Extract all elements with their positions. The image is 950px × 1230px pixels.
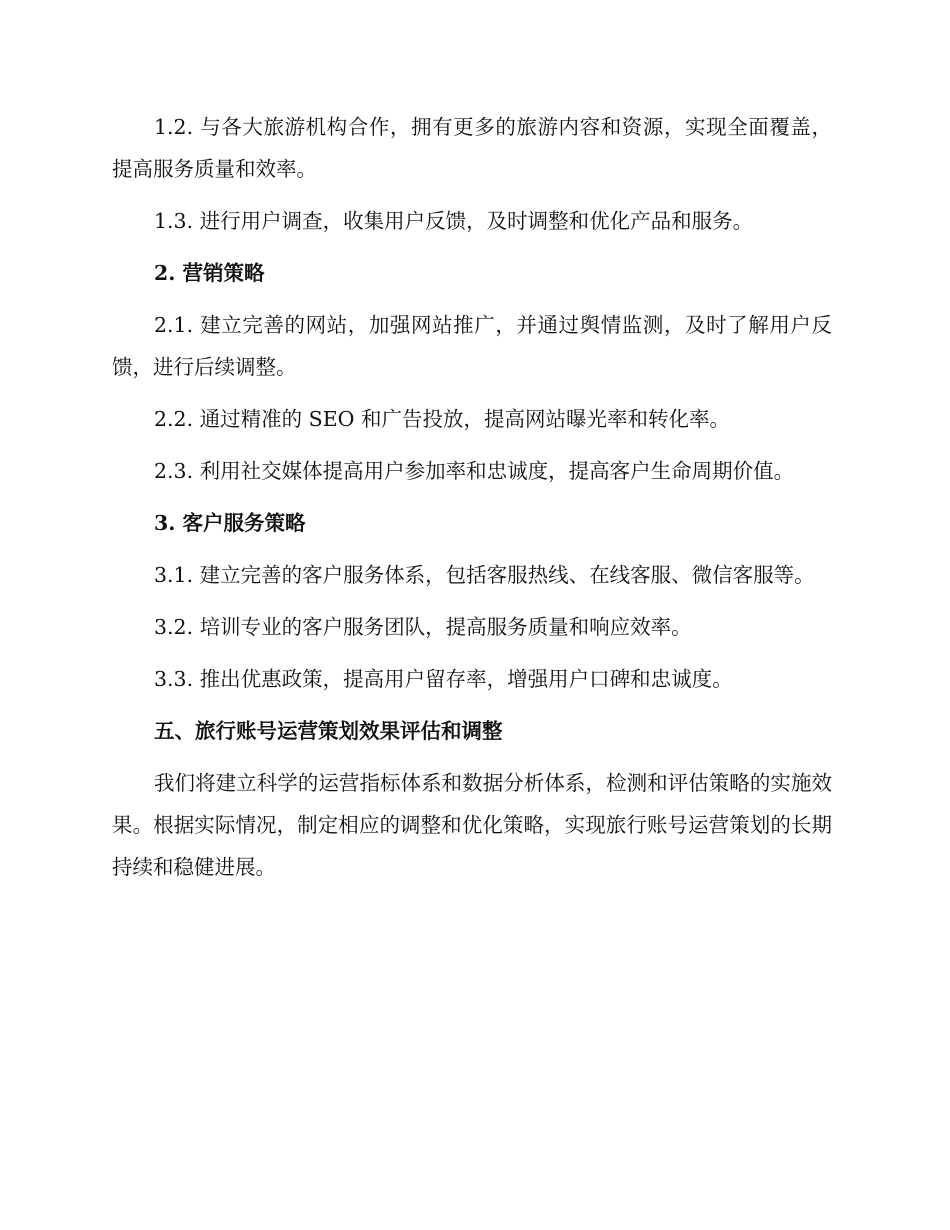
paragraph-3-3: 3.3. 推出优惠政策，提高用户留存率，增强用户口碑和忠诚度。 <box>154 667 733 691</box>
heading-marketing-strategy: 2. 营销策略 <box>154 261 265 285</box>
heading-section-five: 五、旅行账号运营策划效果评估和调整 <box>154 719 503 743</box>
paragraph-evaluation: 我们将建立科学的运营指标体系和数据分析体系，检测和评估策略的实施效果。根据实际情况，制定相应的调整和优化策略，实现旅行账号运营策划的长期持续和稳健进展。 <box>112 771 832 879</box>
paragraph-1-3: 1.3. 进行用户调查，收集用户反馈，及时调整和优化产品和服务。 <box>154 209 754 233</box>
paragraph-2-1: 2.1. 建立完善的网站，加强网站推广，并通过舆情监测，及时了解用户反馈，进行后续调整。 <box>112 313 832 379</box>
paragraph-3-2: 3.2. 培训专业的客户服务团队，提高服务质量和响应效率。 <box>154 615 692 639</box>
document-body <box>112 106 832 898</box>
paragraph-2-3: 2.3. 利用社交媒体提高用户参加率和忠诚度，提高客户生命周期价值。 <box>154 459 795 483</box>
heading-customer-service-strategy: 3. 客户服务策略 <box>154 511 306 535</box>
paragraph-2-2: 2.2. 通过精准的 SEO 和广告投放，提高网站曝光率和转化率。 <box>154 407 730 431</box>
paragraph-3-1: 3.1. 建立完善的客户服务体系，包括客服热线、在线客服、微信客服等。 <box>154 563 815 587</box>
paragraph-1-2: 1.2. 与各大旅游机构合作，拥有更多的旅游内容和资源，实现全面覆盖，提高服务质量和效率。 <box>112 115 832 181</box>
